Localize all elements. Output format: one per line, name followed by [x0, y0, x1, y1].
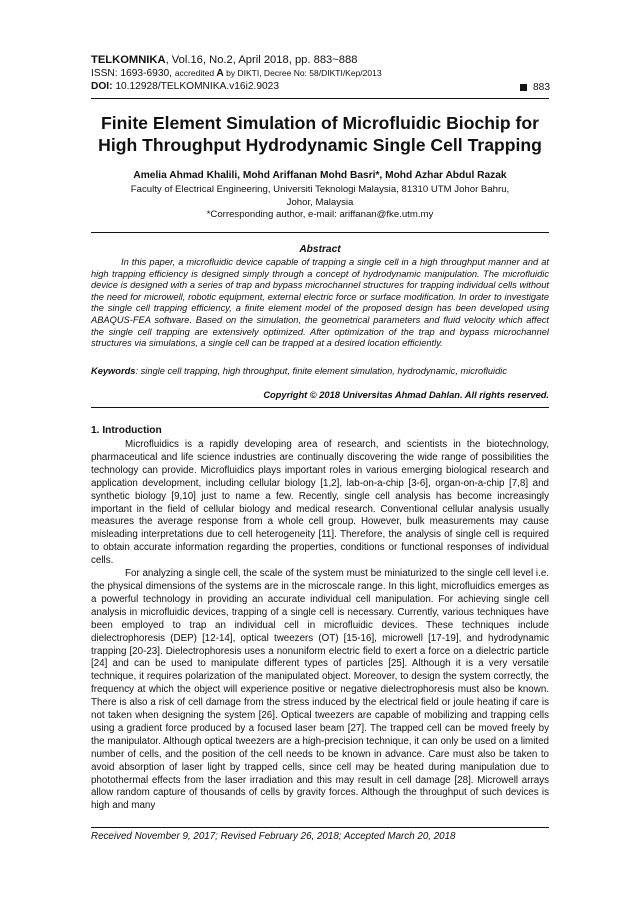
- corresponding-author: *Corresponding author, e-mail: ariffanan@fke.utm.my: [206, 209, 434, 221]
- keywords-label: Keywords: [91, 366, 136, 376]
- abstract-text: In this paper, a microfluidic device capable of trapping a single cell in a high throughput manner and at high trapping efficiency is designed simply through a concept of hydrodynamic manipulation. The microfluidic device is designed with a series of trap and bypass microchannel structures for trapping individual cells without the need for microwell, robotic equipment, external electric force or surface modification. In order to investigate the single cell trapping efficiency, a finite element model of the proposed design has been developed using ABAQUS-FEA software. Based on the simulation, the geometrical parameters and fluid velocity which affect the single cell trapping are extensively optimized. After optimization of the trap and bypass microchannel structures via simulations, a single cell can be trapped at a desired location efficiently.: [91, 257, 549, 349]
- received-dates: Received November 9, 2017; Revised February 26, 2018; Accepted March 20, 2018: [91, 831, 456, 842]
- abstract-divider: [91, 407, 549, 408]
- journal-header: [91, 54, 551, 93]
- copyright-notice: Copyright © 2018 Universitas Ahmad Dahlan. All rights reserved.: [263, 390, 549, 400]
- journal-issn: ISSN: 1693-6930, accredited A by DIKTI, Decree No: 58/DIKTI/Kep/2013: [91, 68, 382, 79]
- abstract-heading: Abstract: [299, 244, 341, 255]
- square-bullet-icon: [520, 84, 527, 91]
- author-list: Amelia Ahmad Khalili, Mohd Ariffanan Mohd Basri*, Mohd Azhar Abdul Razak: [133, 170, 507, 181]
- journal-doi: DOI: 10.12928/TELKOMNIKA.v16i2.9023: [91, 81, 280, 92]
- doi-link[interactable]: 10.12928/TELKOMNIKA.v16i2.9023: [115, 81, 280, 92]
- section-heading: 1. Introduction: [91, 425, 162, 436]
- paper-title: Finite Element Simulation of Microfluidic Biochip for High Throughput Hydrodynamic Single Cell Trapping: [98, 113, 542, 155]
- journal-issue: , Vol.16, No.2, April 2018, pp. 883~888: [165, 54, 358, 66]
- section-body: [91, 439, 549, 813]
- title-divider: [91, 232, 549, 233]
- keywords: Keywords: single cell trapping, high throughput, finite element simulation, hydrodynamic, microfluidic: [91, 366, 507, 376]
- accreditation-grade: A: [216, 68, 224, 79]
- page-number: 883: [520, 82, 550, 93]
- footer-divider: [91, 827, 549, 828]
- paragraph: Microfluidics is a rapidly developing area of research, and scientists in the biotechnology, pharmaceutical and life science industries are continually discovering the wide range of possibilities the technology can provide. Microfluidics plays important roles in various emerging biological research and application development, including cellular biology [1,2], lab-on-a-chip [3-6], organ-on-a-chip [7,8] and synthetic biology [9,10] just to name a few. Recently, single cell analysis has become increasingly important in the field of cellular biology and medical research. Conventional cellular analysis usually measures the average response from a whole cell group. However, bulk measurements may cause misleading interpretations due to cell heterogeneity [11]. Therefore, the analysis of single cell is required to obtain accurate information regarding the properties, conditions or functional responses of individual cells.: [91, 439, 549, 567]
- journal-name: TELKOMNIKA: [91, 54, 166, 66]
- paragraph: For analyzing a single cell, the scale of the system must be miniaturized to the single cell level i.e. the physical dimensions of the systems are in the microscale range. In this light, microfluidics emerges as a powerful technology in providing an accurate individual cell manipulation. For achieving single cell analysis in microfluidic devices, trapping of a single cell is necessary. Currently, various techniques have been employed to trap an individual cell in microfluidic devices. These techniques include dielectrophoresis (DEP) [12-14], optical tweezers (OT) [15-16], microwell [17-19], and hydrodynamic trapping [20-23]. Dielectrophoresis uses a nonuniform electric field to exert a force on a dielectric particle [24] and can be used to manipulate different types of particles [25]. Although it is a very versatile technique, it requires polarization of the manipulated object. Moreover, to design the system correctly, the frequency at which the object will experience positive or negative dielectrophoresis must also be known. There is also a risk of cell damage from the stress induced by the electrical field or joule heating if care is not taken when designing the system [26]. Optical tweezers are capable of mobilizing and trapping cells using a gradient force produced by a focused laser beam [27]. The trapped cell can be moved freely by the manipulator. Although optical tweezers are a high-precision technique, it can only be used on a limited number of cells, and the position of the cell needs to be known in advance. Care must also be taken to avoid absorption of laser light by trapped cells, since cell may be heated during manipulation due to photothermal effects from the laser irradiation and this may result in cell damage [28]. Microwell arrays allow random capture of thousands of cells by gravity forces. Although the throughput of such devices is high and many: [91, 568, 549, 812]
- author-affiliation: Faculty of Electrical Engineering, Universiti Teknologi Malaysia, 81310 UTM Johor Bahru, Johor, Malaysia *Corresponding author, e-mail: ariffanan@fke.utm.my: [91, 184, 549, 222]
- header-divider: [91, 98, 549, 99]
- journal-citation: [91, 54, 551, 67]
